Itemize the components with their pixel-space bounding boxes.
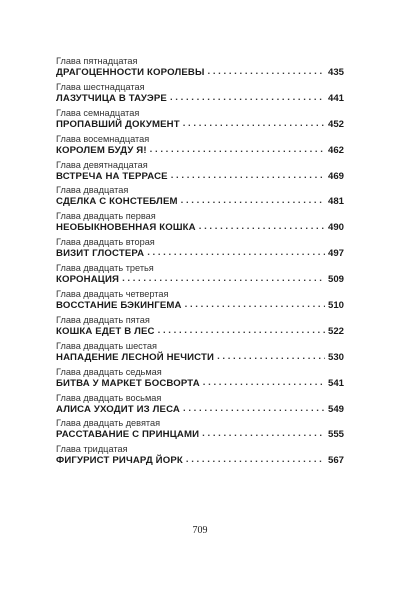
chapter-label: Глава восемнадцатая: [56, 133, 150, 144]
page-reference: 462: [327, 144, 344, 156]
toc-entry: [56, 211, 344, 237]
page-reference: 441: [327, 92, 344, 104]
toc-entry: [56, 160, 344, 186]
chapter-title: КОШКА ЕДЕТ В ЛЕС: [56, 325, 155, 337]
toc-entry: [56, 367, 344, 393]
toc-row: [56, 222, 344, 234]
dot-leader: [183, 403, 325, 415]
page-reference: 509: [327, 274, 344, 286]
toc-row: [56, 145, 344, 157]
page-reference: 469: [327, 170, 344, 182]
chapter-label: Глава двадцать первая: [56, 211, 156, 222]
chapter-title: НАПАДЕНИЕ ЛЕСНОЙ НЕЧИСТИ: [56, 351, 215, 363]
toc-row: [56, 93, 344, 105]
chapter-label: Глава двадцать четвертая: [56, 289, 169, 300]
toc-row: [56, 300, 344, 312]
chapter-title: НЕОБЫКНОВЕННАЯ КОШКА: [56, 222, 196, 234]
toc-entry: [56, 341, 344, 367]
toc-entry: [56, 134, 344, 160]
toc-entry: [56, 289, 344, 315]
toc-row: [56, 404, 344, 416]
chapter-label: Глава двадцать шестая: [56, 340, 157, 351]
chapter-label: Глава двадцать вторая: [56, 237, 155, 248]
chapter-title: ВОССТАНИЕ БЭКИНГЕМА: [56, 300, 182, 312]
page-reference: 497: [327, 248, 344, 260]
toc-entry: [56, 418, 344, 444]
chapter-label: Глава тридцатая: [56, 444, 128, 455]
page-reference: 541: [327, 377, 344, 389]
dot-leader: [185, 299, 325, 311]
toc-entry: [56, 393, 344, 419]
toc-entry: [56, 185, 344, 211]
dot-leader: [158, 325, 325, 337]
chapter-label: Глава двадцать седьмая: [56, 366, 162, 377]
chapter-title: ВСТРЕЧА НА ТЕРРАСЕ: [56, 170, 168, 182]
chapter-label: Глава шестнадцатая: [56, 81, 145, 92]
dot-leader: [170, 92, 325, 104]
toc-row: [56, 119, 344, 131]
page-reference: 555: [327, 429, 344, 441]
toc-row: [56, 171, 344, 183]
dot-leader: [217, 351, 325, 363]
chapter-label: Глава двадцатая: [56, 185, 129, 196]
chapter-label: Глава двадцать девятая: [56, 418, 161, 429]
toc-entry: [56, 237, 344, 263]
chapter-title: РАССТАВАНИЕ С ПРИНЦАМИ: [56, 429, 200, 441]
page-reference: 435: [327, 67, 344, 78]
page-reference: 490: [327, 222, 344, 234]
toc-entry: [56, 444, 344, 470]
dot-leader: [186, 454, 325, 466]
chapter-title: БИТВА У МАРКЕТ БОСВОРТА: [56, 377, 200, 389]
page-reference: 481: [327, 196, 344, 208]
toc-entry: [56, 315, 344, 341]
chapter-label: Глава двадцать восьмая: [56, 392, 162, 403]
page-reference: 522: [327, 325, 344, 337]
toc-entry: [56, 82, 344, 108]
page-reference: 510: [327, 300, 344, 312]
toc-row: [56, 248, 344, 260]
toc-row: [56, 196, 344, 208]
toc-row: [56, 429, 344, 441]
chapter-label: Глава девятнадцатая: [56, 159, 148, 170]
chapter-label: Глава двадцать пятая: [56, 314, 150, 325]
dot-leader: [199, 221, 325, 233]
toc-row: [56, 378, 344, 390]
dot-leader: [181, 195, 325, 207]
dot-leader: [208, 66, 325, 78]
chapter-title: ФИГУРИСТ РИЧАРД ЙОРК: [56, 455, 183, 467]
toc-row: [56, 274, 344, 286]
toc-row: [56, 326, 344, 338]
page-reference: 530: [327, 351, 344, 363]
dot-leader: [171, 170, 325, 182]
page-reference: 452: [327, 118, 344, 130]
chapter-title: АЛИСА УХОДИТ ИЗ ЛЕСА: [56, 403, 180, 415]
chapter-label: Глава семнадцатая: [56, 107, 140, 118]
dot-leader: [147, 247, 325, 259]
chapter-title: ПРОПАВШИЙ ДОКУМЕНТ: [56, 118, 180, 130]
page-reference: 549: [327, 403, 344, 415]
chapter-title: ВИЗИТ ГЛОСТЕРА: [56, 248, 145, 260]
dot-leader: [122, 273, 325, 285]
chapter-title: ДРАГОЦЕННОСТИ КОРОЛЕВЫ: [56, 67, 205, 78]
toc-entry: [56, 263, 344, 289]
chapter-label: Глава пятнадцатая: [56, 56, 138, 66]
toc-row: [56, 455, 344, 467]
page-reference: 567: [327, 455, 344, 467]
toc-row: [56, 67, 344, 79]
dot-leader: [150, 144, 325, 156]
dot-leader: [202, 428, 325, 440]
dot-leader: [203, 377, 325, 389]
toc-row: [56, 352, 344, 364]
chapter-label: Глава двадцать третья: [56, 263, 154, 274]
chapter-title: ЛАЗУТЧИЦА В ТАУЭРЕ: [56, 92, 167, 104]
table-of-contents: [56, 56, 344, 470]
toc-entry: [56, 56, 344, 82]
chapter-title: СДЕЛКА С КОНСТЕБЛЕМ: [56, 196, 178, 208]
chapter-title: КОРОНАЦИЯ: [56, 274, 120, 286]
chapter-title: КОРОЛЕМ БУДУ Я!: [56, 144, 147, 156]
page-number: 709: [192, 525, 208, 536]
toc-entry: [56, 108, 344, 134]
dot-leader: [183, 118, 325, 130]
